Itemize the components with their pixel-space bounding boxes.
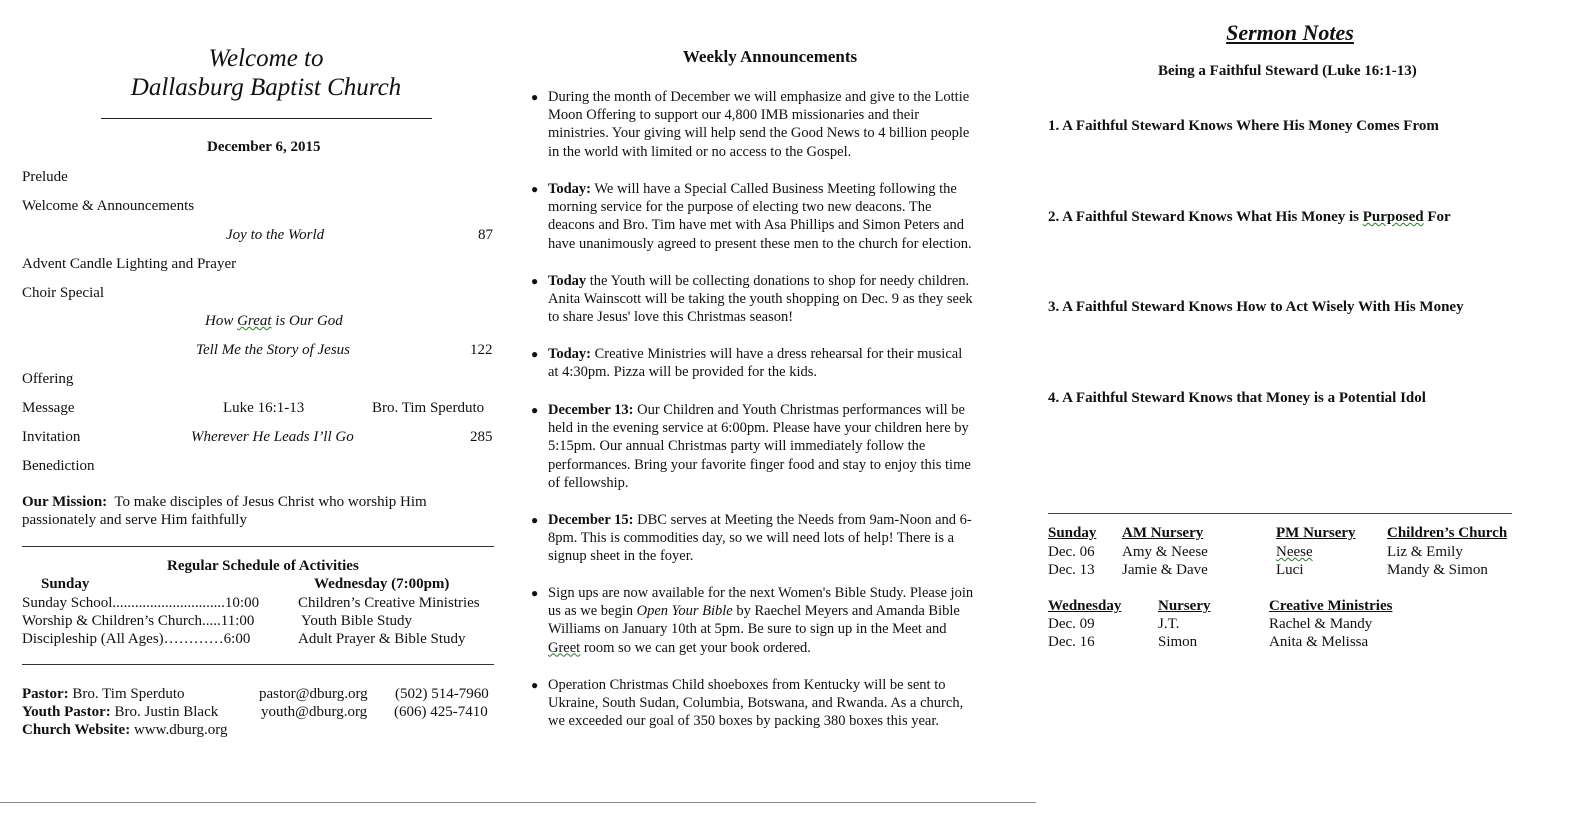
title-divider [101, 118, 432, 119]
sermon-point-4: 4. A Faithful Steward Knows that Money is a Potential Idol [1048, 390, 1426, 406]
announcement-item [531, 272, 1016, 327]
sermon-point-2-pre: 2. A Faithful Steward Knows What His Money is [1048, 209, 1363, 225]
announcement-line: ministries. Your giving will help send the Good News to 4 billion people [548, 125, 970, 142]
schedule-sunday-row: Sunday School..............................10:00 [22, 595, 260, 611]
announcement-lead: December 15: [548, 512, 634, 528]
order-benediction: Benediction [22, 458, 95, 474]
announcement-line: Creative Ministries will have a dress rehearsal for their musical [594, 346, 963, 362]
sermon-point-2-spell: Purposed [1362, 209, 1424, 225]
announcement-line: have unanimously agreed to present these men to the church for election. [548, 235, 972, 252]
announcement-line: of fellowship. [548, 474, 629, 491]
church-title [100, 44, 432, 102]
website-url: www.dburg.org [133, 722, 228, 738]
pastor-phone: (502) 514-7960 [395, 686, 489, 702]
choir-song-1-spell: Great [237, 313, 272, 329]
schedule-title: Regular Schedule of Activities [167, 558, 359, 574]
nursery-am-header: AM Nursery [1122, 525, 1204, 541]
nursery-pm-header: PM Nursery [1276, 525, 1356, 541]
announcement-line: morning service for the purpose of electing two new deacons. The [548, 199, 932, 216]
announcement-line: room so we can get your book ordered. [580, 639, 811, 656]
order-invitation: Invitation [22, 429, 81, 445]
announcement-item [531, 88, 1016, 161]
choir-song-1-post: is Our God [271, 313, 343, 329]
mission-text-2: passionately and serve Him faithfully [22, 512, 247, 528]
nursery-cm-header: Creative Ministries [1269, 598, 1393, 614]
nursery-am: Jamie & Dave [1122, 562, 1208, 578]
schedule-wednesday-row: Adult Prayer & Bible Study [298, 631, 466, 647]
announcement-item [531, 345, 1016, 381]
announcement-line: During the month of December we will emphasize and give to the Lottie [548, 89, 970, 105]
mission-text-1: To make disciples of Jesus Christ who worship Him [114, 494, 427, 510]
announcement-line: Sign ups are now available for the next Women's Bible Study. Please join [548, 585, 974, 601]
announcement-line: We will have a Special Called Business Meeting following the [594, 181, 957, 197]
nursery-wed-nursery-header: Nursery [1158, 598, 1211, 614]
announcement-line: held in the evening service at 6:00pm. Please have your children here by [548, 420, 969, 437]
bullet-icon: ● [531, 678, 539, 692]
hymn-number-285: 285 [470, 429, 493, 445]
bullet-icon: ● [531, 274, 539, 288]
announcement-line: we exceeded our goal of 350 boxes by packing 380 boxes this year. [548, 713, 939, 730]
announcement-line: performances. Bring your favorite finger food and stay to enjoy this time [548, 456, 971, 473]
welcome-line-1: Welcome to [208, 45, 324, 72]
announcement-line: Williams on January 10th at 5pm. Be sure to sign up in the Meet and [548, 621, 947, 638]
nursery-wednesday-header: Wednesday [1048, 598, 1122, 614]
nursery-wed-nursery: Simon [1158, 634, 1198, 650]
schedule-wednesday-row: Children’s Creative Ministries [298, 595, 480, 611]
invitation-song: Wherever He Leads I’ll Go [191, 429, 354, 445]
announcement-item [531, 584, 1016, 657]
bullet-icon: ● [531, 347, 539, 361]
sermon-point-2 [1048, 209, 1451, 226]
nursery-cc: Liz & Emily [1387, 544, 1463, 560]
announcement-line: the Youth will be collecting donations to shop for needy children. [589, 273, 970, 289]
youth-pastor-label: Youth Pastor: [22, 704, 111, 720]
nursery-date: Dec. 16 [1048, 634, 1095, 650]
nursery-sunday-header: Sunday [1048, 525, 1097, 541]
mission-statement [22, 493, 427, 529]
youth-pastor-phone: (606) 425-7410 [394, 704, 488, 720]
announcement-line: to share Jesus' love this Christmas season! [548, 309, 794, 326]
announcement-line: Our Children and Youth Christmas performances will be [637, 402, 965, 418]
schedule-sunday-row: Worship & Children’s Church.....11:00 [22, 613, 255, 629]
announcement-lead: Today: [548, 181, 591, 197]
order-choir: Choir Special [22, 285, 105, 301]
nursery-pm: Neese [1276, 544, 1313, 560]
hymn-number-87: 87 [478, 227, 493, 243]
announcement-spell: Greet [548, 639, 581, 656]
page-bottom-edge [0, 802, 1036, 803]
choir-song-1-pre: How [205, 313, 238, 329]
bullet-icon: ● [531, 586, 539, 600]
hymn-joy-to-the-world: Joy to the World [226, 227, 325, 243]
sermon-point-1: 1. A Faithful Steward Knows Where His Money Comes From [1048, 118, 1439, 134]
announcement-line: us as we begin [548, 603, 637, 620]
nursery-date: Dec. 09 [1048, 616, 1095, 632]
announcement-line: DBC serves at Meeting the Needs from 9am-Noon and 6- [637, 512, 972, 528]
announcement-item [531, 180, 1016, 253]
schedule-wednesday-row: Youth Bible Study [301, 613, 413, 629]
order-welcome: Welcome & Announcements [22, 198, 195, 214]
sermon-point-2-post: For [1423, 209, 1451, 225]
youth-pastor-email: youth@dburg.org [261, 704, 368, 720]
youth-pastor-name: Bro. Justin Black [114, 704, 219, 720]
announcement-item [531, 401, 1016, 492]
pastor-contact [22, 686, 185, 703]
bullet-icon: ● [531, 513, 539, 527]
schedule-divider [22, 664, 494, 665]
welcome-line-2: Dallasburg Baptist Church [130, 74, 402, 101]
announcement-line: in the world with limited or no access to the Gospel. [548, 143, 852, 160]
announcement-line: deacons and Bro. Tim have met with Asa Phillips and Simon Peters and [548, 217, 965, 234]
announcement-line: 8pm. This is commodities day, so we will need lots of help! There is a [548, 530, 955, 547]
announcements-title: Weekly Announcements [682, 47, 858, 66]
choir-song-2: Tell Me the Story of Jesus [196, 342, 351, 358]
announcement-line: by Raechel Meyers and Amanda Bible [732, 603, 960, 620]
order-offering: Offering [22, 371, 74, 387]
announcement-lead: Today [548, 273, 587, 289]
book-title: Open Your Bible [636, 603, 733, 620]
message-speaker: Bro. Tim Sperduto [372, 400, 485, 416]
nursery-date: Dec. 13 [1048, 562, 1095, 578]
nursery-divider [1048, 513, 1512, 514]
mission-label: Our Mission: [22, 494, 108, 510]
announcement-lead: Today: [548, 346, 591, 362]
pastor-email: pastor@dburg.org [259, 686, 368, 702]
bullet-icon: ● [531, 182, 539, 196]
announcement-line: signup sheet in the foyer. [548, 548, 694, 565]
announcement-item [531, 676, 1016, 731]
announcement-lead: December 13: [548, 402, 634, 418]
bullet-icon: ● [531, 90, 539, 104]
order-message: Message [22, 400, 75, 416]
hymn-number-122: 122 [470, 342, 493, 358]
announcement-line: 5:15pm. Our annual Christmas party will immediately follow the [548, 438, 926, 455]
announcement-line: Anita Wainscott will be taking the youth shopping on Dec. 9 as they seek [548, 291, 973, 308]
nursery-cc-header: Children’s Church [1387, 525, 1508, 541]
order-prelude: Prelude [22, 169, 68, 185]
nursery-am: Amy & Neese [1122, 544, 1208, 560]
announcement-line: Operation Christmas Child shoeboxes from Kentucky will be sent to [548, 677, 946, 693]
schedule-wednesday-header: Wednesday (7:00pm) [314, 576, 450, 592]
nursery-cm: Rachel & Mandy [1269, 616, 1373, 632]
sermon-point-3: 3. A Faithful Steward Knows How to Act Wisely With His Money [1048, 299, 1464, 315]
website-label: Church Website: [22, 722, 131, 738]
bullet-icon: ● [531, 403, 539, 417]
sermon-notes-title: Sermon Notes [1226, 20, 1354, 45]
nursery-date: Dec. 06 [1048, 544, 1095, 560]
announcement-line: Ukraine, South Sudan, Columbia, Botswana, and Rwanda. As a church, [548, 695, 964, 712]
service-date: December 6, 2015 [207, 139, 321, 155]
nursery-pm: Luci [1276, 562, 1304, 578]
order-advent: Advent Candle Lighting and Prayer [22, 256, 237, 272]
sermon-subtitle: Being a Faithful Steward (Luke 16:1-13) [1158, 63, 1417, 79]
pastor-name: Bro. Tim Sperduto [72, 686, 185, 702]
mission-divider [22, 546, 494, 547]
schedule-sunday-row: Discipleship (All Ages)…………6:00 [22, 631, 251, 647]
youth-pastor-contact [22, 704, 218, 721]
nursery-cc: Mandy & Simon [1387, 562, 1488, 578]
nursery-wed-nursery: J.T. [1158, 616, 1180, 632]
choir-song-1 [205, 313, 343, 330]
pastor-label: Pastor: [22, 686, 69, 702]
announcement-item [531, 511, 1016, 566]
church-website [22, 722, 227, 739]
announcement-line: at 4:30pm. Pizza will be provided for the kids. [548, 364, 818, 381]
announcement-line: Moon Offering to support our 4,800 IMB missionaries and their [548, 107, 920, 124]
nursery-cm: Anita & Melissa [1269, 634, 1369, 650]
message-scripture: Luke 16:1-13 [223, 400, 305, 416]
schedule-sunday-header: Sunday [41, 576, 90, 592]
